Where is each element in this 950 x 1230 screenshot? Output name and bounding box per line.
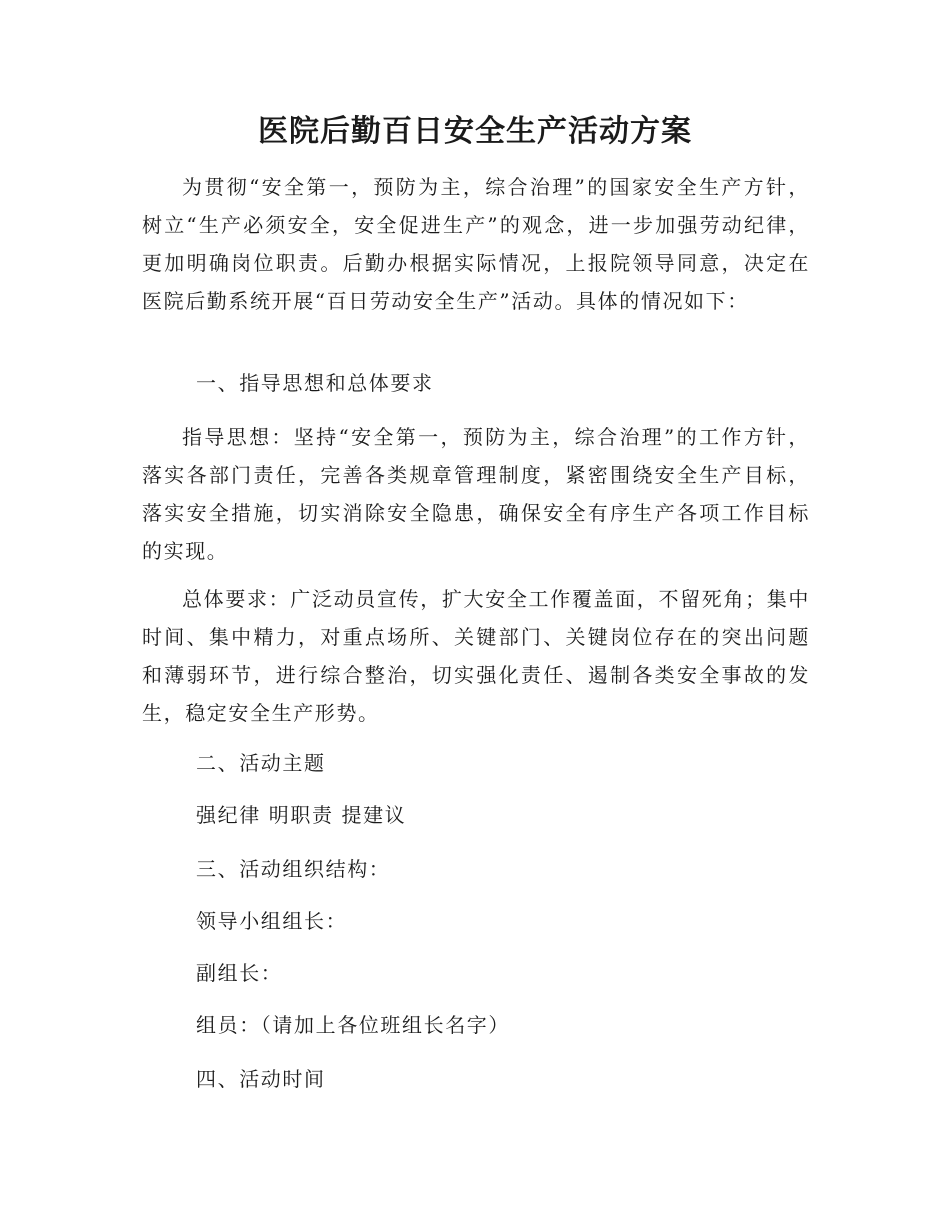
section-heading-theme: 二、活动主题 <box>196 751 326 775</box>
overall-requirements-paragraph: 总体要求：广泛动员宣传，扩大安全工作覆盖面，不留死角；集中时间、集中精力，对重点场所、关键部门、关键岗位存在的突出问题和薄弱环节，进行综合整治，切实强化责任、遏制各类安全事故的发生，稳定安全生产形势。 <box>142 587 810 725</box>
guiding-thought-paragraph: 指导思想：坚持“安全第一，预防为主，综合治理”的工作方针，落实各部门责任，完善各类规章管理制度，紧密围绕安全生产目标，落实安全措施，切实消除安全隐患，确保安全有序生产各项工作目标的实现。 <box>142 425 810 563</box>
intro-paragraph: 为贯彻“安全第一，预防为主，综合治理”的国家安全生产方针，树立“生产必须安全，安全促进生产”的观念，进一步加强劳动纪律，更加明确岗位职责。后勤办根据实际情况，上报院领导同意，决定在医院后勤系统开展“百日劳动安全生产”活动。具体的情况如下： <box>142 175 810 313</box>
leader-line: 领导小组组长： <box>196 909 348 933</box>
activity-theme: 强纪律 明职责 提建议 <box>196 803 407 827</box>
section-heading-time: 四、活动时间 <box>196 1067 326 1091</box>
deputy-line: 副组长： <box>196 961 283 985</box>
members-line: 组员：（请加上各位班组长名字） <box>196 1013 510 1037</box>
section-heading-organization: 三、活动组织结构： <box>196 857 391 881</box>
section-heading-guiding: 一、指导思想和总体要求 <box>196 371 434 395</box>
document-title: 医院后勤百日安全生产活动方案 <box>258 114 692 149</box>
